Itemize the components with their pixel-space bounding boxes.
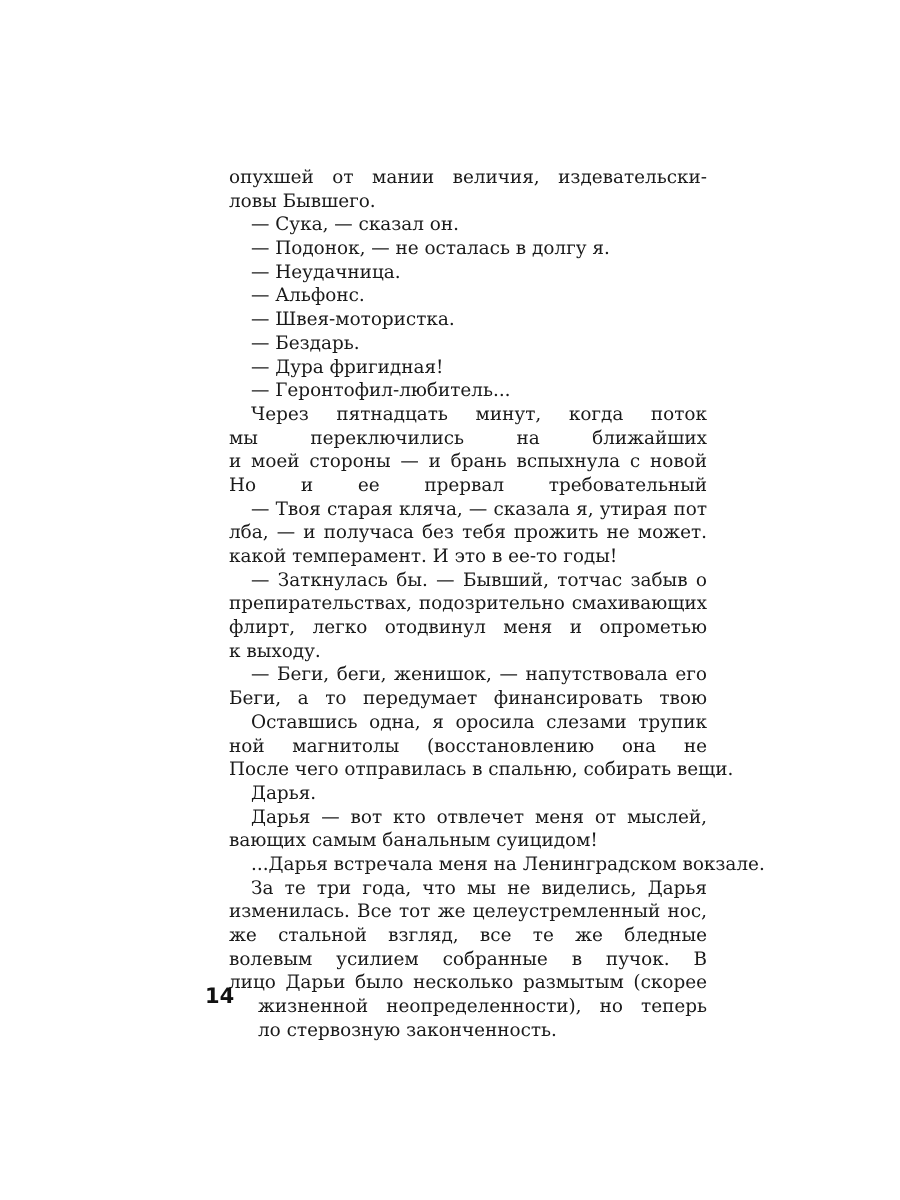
text-line: опухшей от мании величия, издевательски- xyxy=(229,167,707,188)
text-line: — Беги, беги, женишок, — напутствовала его xyxy=(251,664,707,686)
text-line: Беги, а то передумает финансировать твою xyxy=(229,688,707,710)
text-line: лба, — и получаса без тебя прожить не может. xyxy=(229,522,707,544)
text-line: лицо Дарьи было несколько размытым (скорее xyxy=(229,972,707,994)
text-line: — Швея-мотористка. xyxy=(251,309,455,331)
text-line: После чего отправилась в спальню, собирать вещи. xyxy=(229,759,734,781)
text-line: волевым усилием собранные в пучок. В xyxy=(229,948,707,970)
text-line: ...Дарья встречала меня на Ленинградском вокзале. xyxy=(251,853,765,875)
text-line: За те три года, что мы не виделись, Дарья xyxy=(251,877,707,899)
text-line: препирательствах, подозрительно смахивающих xyxy=(229,593,707,615)
text-line: же стальной взгляд, все те же бледные xyxy=(229,925,707,946)
text-line: — Геронтофил-любитель... xyxy=(251,380,511,402)
text-line: жизненной неопределенности), но теперь xyxy=(258,996,707,1018)
text-line: ловы Бывшего. xyxy=(229,190,376,212)
text-line: — Заткнулась бы. — Бывший, тотчас забыв о xyxy=(251,569,707,591)
text-line: вающих самым банальным суицидом! xyxy=(229,830,598,852)
text-line: — Твоя старая кляча, — сказала я, утирая пот xyxy=(251,498,707,520)
text-line: Дарья. xyxy=(251,782,317,804)
text-line: — Подонок, — не осталась в долгу я. xyxy=(251,238,610,260)
body-text xyxy=(229,166,765,1042)
text-line: — Сука, — сказал он. xyxy=(251,214,459,236)
text-line: изменилась. Все тот же целеустремленный нос, xyxy=(229,901,707,923)
text-line: какой темперамент. И это в ее-то годы! xyxy=(229,546,618,567)
text-line: флирт, легко отодвинул меня и опрометью xyxy=(229,617,707,639)
text-line: к выходу. xyxy=(229,640,321,662)
text-line: мы переключились на ближайших xyxy=(229,427,707,449)
text-line: и моей стороны — и брань вспыхнула с новой xyxy=(229,451,707,473)
text-line: — Альфонс. xyxy=(251,285,365,307)
page-number: 14 xyxy=(205,984,235,1008)
text-line: — Дура фригидная! xyxy=(251,356,444,378)
text-line: Дарья — вот кто отвлечет меня от мыслей, xyxy=(251,806,707,828)
text-line: ло стервозную законченность. xyxy=(258,1019,557,1041)
text-line: — Неудачница. xyxy=(251,261,401,283)
text-line: — Бездарь. xyxy=(251,332,360,354)
text-line: Оставшись одна, я оросила слезами трупик xyxy=(251,711,707,733)
text-line: Через пятнадцать минут, когда поток xyxy=(251,403,707,425)
text-line: ной магнитолы (восстановлению она не xyxy=(229,735,707,757)
text-line: Но и ее прервал требовательный xyxy=(229,474,707,496)
